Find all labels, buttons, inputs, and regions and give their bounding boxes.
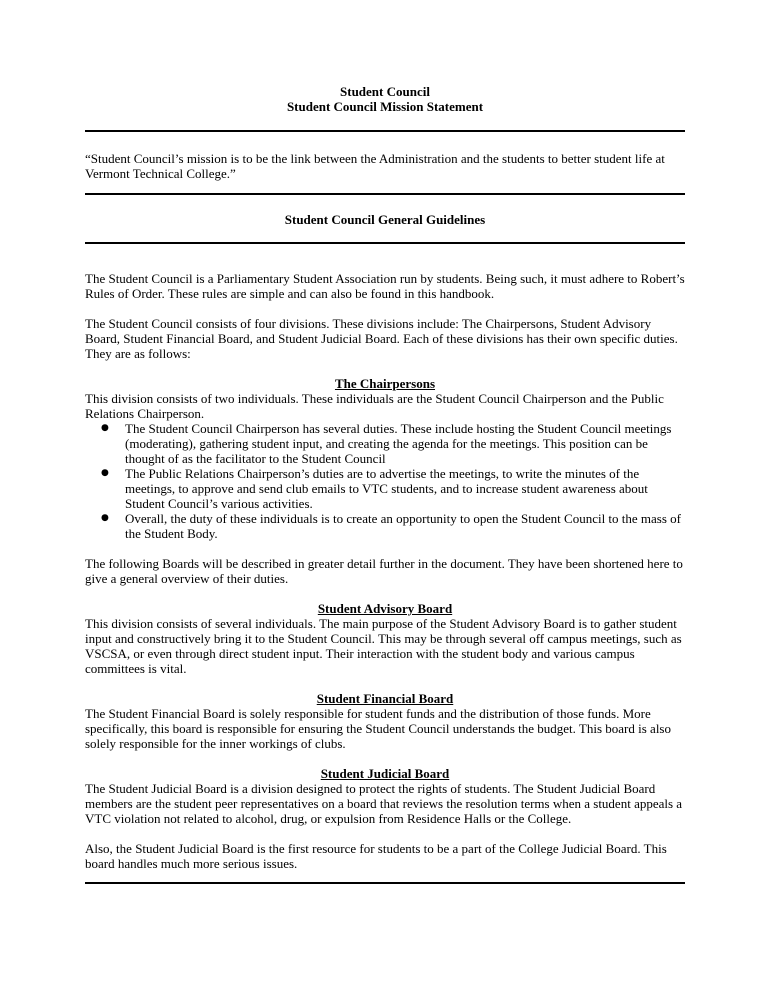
financial-board-heading: Student Financial Board [316,691,454,706]
judicial-board-heading: Student Judicial Board [320,766,450,781]
document-subtitle: Student Council Mission Statement [286,99,484,114]
financial-board-description: The Student Financial Board is solely responsible for student funds and the distribution of those funds. More specifically, this board is responsible for ensuring the Student Council understands the budget. This board is also solely responsible for the inner workings of clubs. [85,706,671,751]
judicial-board-description: The Student Judicial Board is a division designed to protect the rights of students. The Student Judicial Board members are the student peer representatives on a board that reviews the resolution terms when a student appeals a VTC violation not related to alcohol, drug, or expulsion from Residence Halls or the College. [85,781,683,826]
bullet-icon: ● [101,468,109,478]
divider-rule [85,242,685,244]
guidelines-heading: Student Council General Guidelines [284,212,486,227]
list-item [101,511,685,541]
judicial-board-note: Also, the Student Judicial Board is the first resource for students to be a part of the College Judicial Board. This board handles much more serious issues. [85,841,667,871]
advisory-board-heading: Student Advisory Board [317,601,453,616]
boards-intro-paragraph: The following Boards will be described in greater detail further in the document. They have been shortened here to give a general overview of their duties. [85,556,683,586]
list-item-text: The Student Council Chairperson has several duties. These include hosting the Student Council meetings (moderating), gathering student input, and creating the agenda for the meetings. This position can be thought of as the facilitator to the Student Council [125,421,672,466]
bullet-icon: ● [101,423,109,433]
intro-paragraph: The Student Council is a Parliamentary Student Association run by students. Being such, it must adhere to Robert’s Rules of Order. These rules are simple and can also be found in this handbook. [85,271,685,301]
document-title: Student Council [340,84,430,99]
chairpersons-duties-list [85,421,685,541]
divider-rule [85,130,685,132]
list-item [101,421,685,466]
chairpersons-heading: The Chairpersons [334,376,436,391]
list-item-text: The Public Relations Chairperson’s duties are to advertise the meetings, to write the minutes of the meetings, to approve and send club emails to VTC students, and to increase student awareness about Student Council’s various activities. [125,466,648,511]
bullet-icon: ● [101,513,109,523]
chairpersons-description: This division consists of two individuals. These individuals are the Student Council Chairperson and the Public Relations Chairperson. [85,391,664,421]
list-item-text: Overall, the duty of these individuals is to create an opportunity to open the Student Council to the mass of the Student Body. [125,511,682,541]
list-item [101,466,685,511]
divider-rule [85,193,685,195]
divider-rule [85,882,685,884]
advisory-board-description: This division consists of several individuals. The main purpose of the Student Advisory Board is to gather student input and constructively bring it to the Student Council. This may be through several off campus meetings, such as VSCSA, or even through direct student input. Their interaction with the student body and various campus committees is vital. [85,616,682,676]
document-page [85,84,685,884]
mission-statement: “Student Council’s mission is to be the link between the Administration and the students to better student life at Vermont Technical College.” [85,151,665,181]
divisions-paragraph: The Student Council consists of four divisions. These divisions include: The Chairpersons, Student Advisory Board, Student Financial Board, and Student Judicial Board. Each of these divisions has their own specific duties. They are as follows: [85,316,678,361]
